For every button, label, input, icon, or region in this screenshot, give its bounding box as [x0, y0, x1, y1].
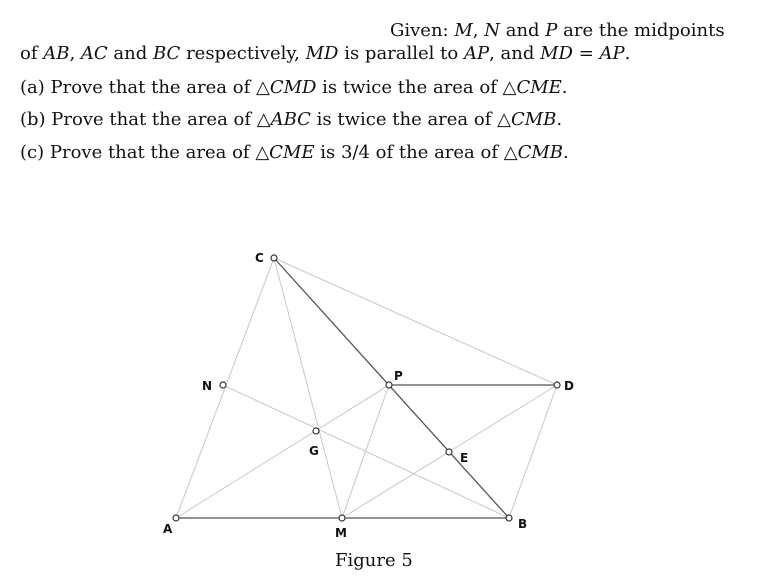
figure-caption: Figure 5	[335, 550, 413, 571]
math-AP: AP	[463, 43, 490, 64]
math-CMB: CMB	[517, 142, 564, 163]
math-N: N	[484, 20, 500, 41]
text: are the midpoints	[557, 20, 725, 41]
text: .	[624, 43, 631, 64]
point-P	[386, 382, 392, 388]
point-G	[313, 428, 319, 434]
math-MD: MD	[540, 43, 573, 64]
label-N: N	[202, 379, 213, 393]
text: of	[20, 43, 44, 64]
math-M: M	[454, 20, 473, 41]
text: Given:	[390, 20, 455, 41]
text: (b) Prove that the area of △	[20, 109, 271, 130]
point-C	[271, 255, 277, 261]
text: is twice the area of △	[310, 109, 511, 130]
text: =	[572, 43, 600, 64]
text: is 3/4 of the area of △	[314, 142, 518, 163]
segment-CB	[274, 258, 509, 518]
text: .	[563, 142, 569, 163]
text: and	[107, 43, 153, 64]
point-D	[554, 382, 560, 388]
text: and	[499, 20, 546, 41]
text: ,	[69, 43, 81, 64]
math-BC: BC	[153, 43, 181, 64]
label-G: G	[309, 444, 319, 458]
math-ABC: ABC	[270, 109, 311, 130]
point-N	[220, 382, 226, 388]
math-AP: AP	[599, 43, 625, 64]
text: (c) Prove that the area of △	[20, 142, 270, 163]
math-CMD: CMD	[269, 77, 317, 98]
label-C: C	[255, 251, 264, 265]
text: .	[556, 109, 563, 130]
math-CMB: CMB	[510, 109, 557, 130]
label-B: B	[518, 517, 528, 531]
text: is twice the area of △	[316, 77, 517, 98]
point-B	[506, 515, 512, 521]
label-D: D	[564, 379, 574, 393]
segment-CD	[274, 258, 557, 385]
math-CME: CME	[516, 77, 562, 98]
segment-CM	[274, 258, 342, 518]
segment-AC	[176, 258, 274, 518]
math-P: P	[545, 20, 558, 41]
math-AC: AC	[80, 43, 108, 64]
label-M: M	[335, 526, 347, 540]
label-E: E	[460, 451, 469, 465]
math-AB: AB	[43, 43, 70, 64]
text: (a) Prove that the area of △	[20, 77, 270, 98]
label-P: P	[394, 369, 403, 383]
math-MD: MD	[305, 43, 339, 64]
segment-DB	[509, 385, 557, 518]
point-A	[173, 515, 179, 521]
text: respectively,	[180, 43, 306, 64]
segment-AP	[176, 385, 389, 518]
math-CME: CME	[269, 142, 315, 163]
text: ,	[472, 20, 485, 41]
text: .	[561, 77, 568, 98]
segment-MP	[342, 385, 389, 518]
point-E	[446, 449, 452, 455]
point-M	[339, 515, 345, 521]
text: , and	[489, 43, 541, 64]
label-A: A	[163, 522, 173, 536]
text: is parallel to	[338, 43, 464, 64]
